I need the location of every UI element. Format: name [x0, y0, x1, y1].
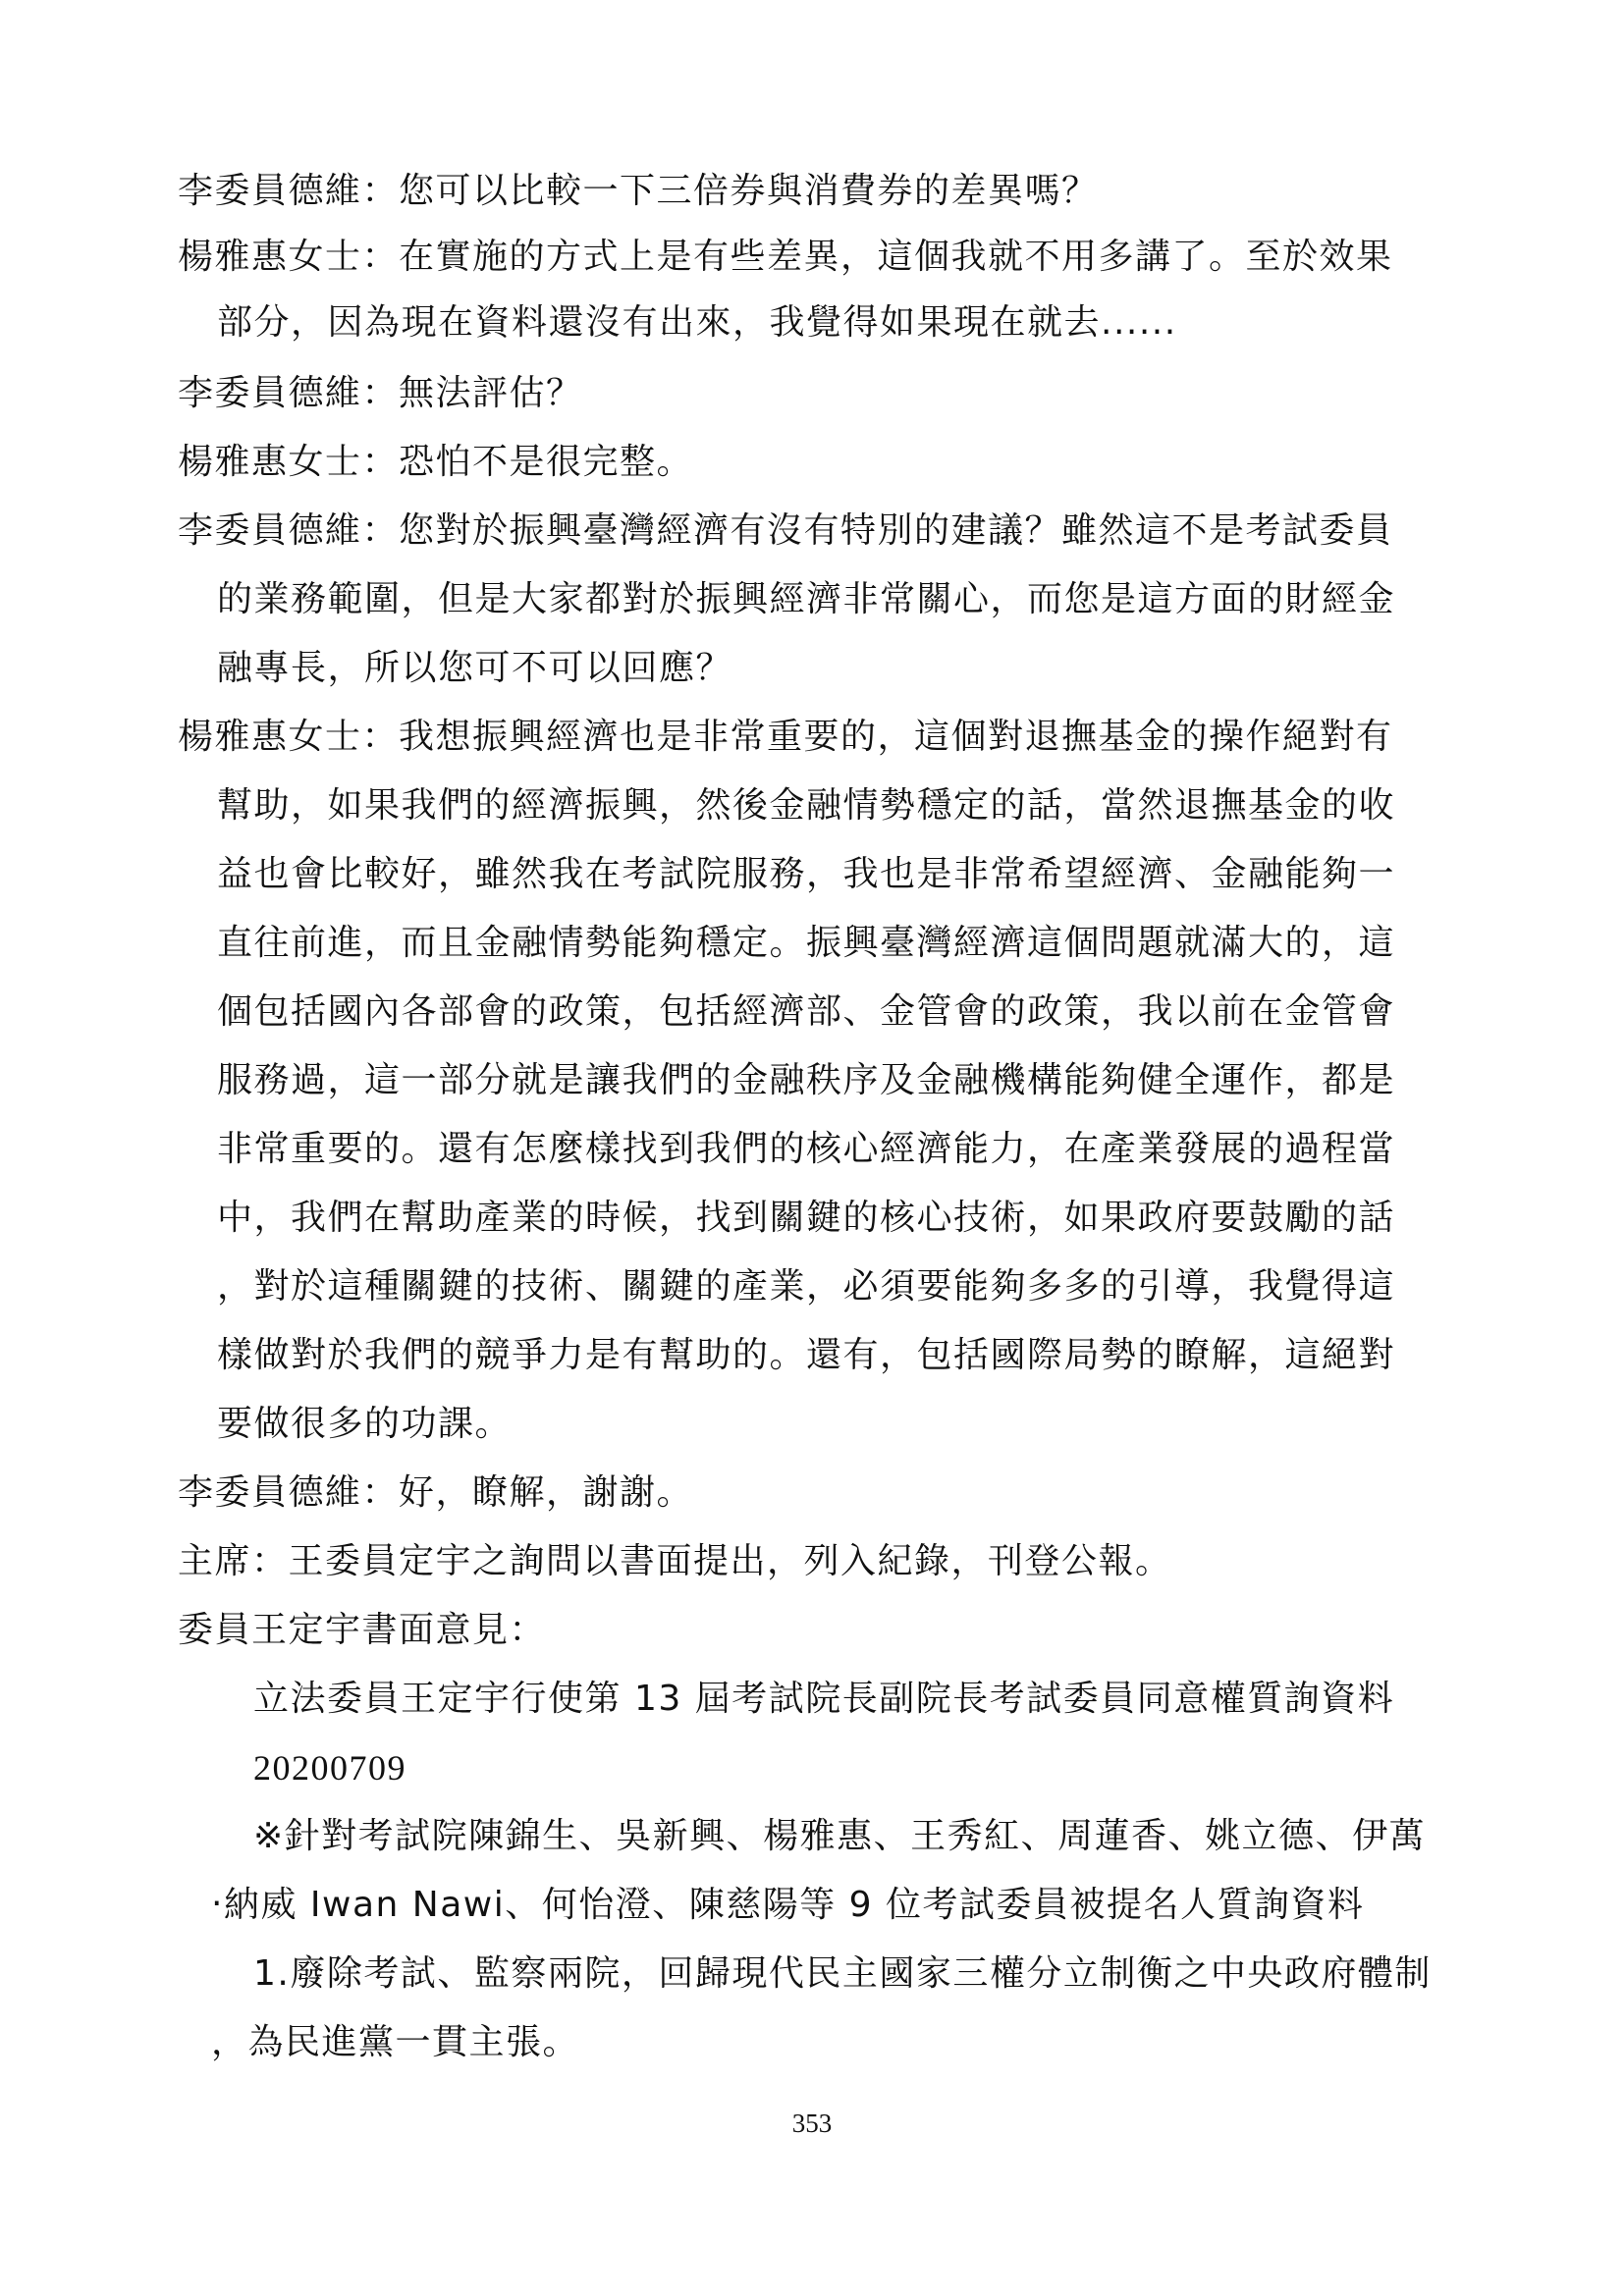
text-line: 樣做對於我們的競爭力是有幫助的。還有，包括國際局勢的瞭解，這絕對: [217, 1335, 1396, 1375]
text-line: 中，我們在幫助產業的時候，找到關鍵的核心技術，如果政府要鼓勵的話: [217, 1198, 1396, 1238]
text-line: 要做很多的功課。: [217, 1404, 513, 1444]
text-line: 主席：王委員定宇之詢問以書面提出，列入紀錄，刊登公報。: [178, 1541, 1172, 1581]
text-line: ，對於這種關鍵的技術、關鍵的產業，必須要能夠多多的引導，我覺得這: [217, 1266, 1396, 1307]
text-line: 的業務範圍，但是大家都對於振興經濟非常關心，而您是這方面的財經金: [217, 579, 1396, 619]
text-line: 直往前進，而且金融情勢能夠穩定。振興臺灣經濟這個問題就滿大的，這: [217, 923, 1396, 963]
text-line: 楊雅惠女士：恐怕不是很完整。: [178, 442, 694, 482]
text-line: 1.廢除考試、監察兩院，回歸現代民主國家三權分立制衡之中央政府體制: [253, 1953, 1432, 1994]
text-line: 委員王定宇書面意見：: [178, 1610, 547, 1650]
text-line: 非常重要的。還有怎麼樣找到我們的核心經濟能力，在產業發展的過程當: [217, 1129, 1396, 1169]
text-line: 楊雅惠女士：我想振興經濟也是非常重要的，這個對退撫基金的操作絕對有: [178, 717, 1393, 757]
text-line-date: 20200709: [253, 1748, 406, 1788]
text-line: 立法委員王定宇行使第 13 屆考試院長副院長考試委員同意權質詢資料: [253, 1679, 1395, 1719]
text-line: ※針對考試院陳錦生、吳新興、楊雅惠、王秀紅、周蓮香、姚立德、伊萬: [253, 1816, 1427, 1856]
text-line: 李委員德維：無法評估？: [178, 373, 583, 413]
text-line: ，為民進黨一貫主張。: [211, 2022, 580, 2062]
text-line: 幫助，如果我們的經濟振興，然後金融情勢穩定的話，當然退撫基金的收: [217, 785, 1396, 826]
text-line: 李委員德維：您可以比較一下三倍券與消費券的差異嗎？: [178, 171, 1099, 211]
text-line: 部分，因為現在資料還沒有出來，我覺得如果現在就去......: [217, 302, 1177, 343]
page-number: 353: [791, 2109, 833, 2138]
text-line: ‧納威 Iwan Nawi、何怡澄、陳慈陽等 9 位考試委員被提名人質詢資料: [211, 1885, 1365, 1925]
text-line: 益也會比較好，雖然我在考試院服務，我也是非常希望經濟、金融能夠一: [217, 854, 1396, 894]
text-line: 李委員德維：您對於振興臺灣經濟有沒有特別的建議？雖然這不是考試委員: [178, 510, 1393, 551]
text-line: 融專長，所以您可不可以回應？: [217, 648, 733, 688]
text-line: 楊雅惠女士：在實施的方式上是有些差異，這個我就不用多講了。至於效果: [178, 237, 1393, 277]
text-line: 服務過，這一部分就是讓我們的金融秩序及金融機構能夠健全運作，都是: [217, 1060, 1396, 1100]
text-line: 李委員德維：好，瞭解，謝謝。: [178, 1472, 694, 1513]
text-line: 個包括國內各部會的政策，包括經濟部、金管會的政策，我以前在金管會: [217, 991, 1396, 1032]
